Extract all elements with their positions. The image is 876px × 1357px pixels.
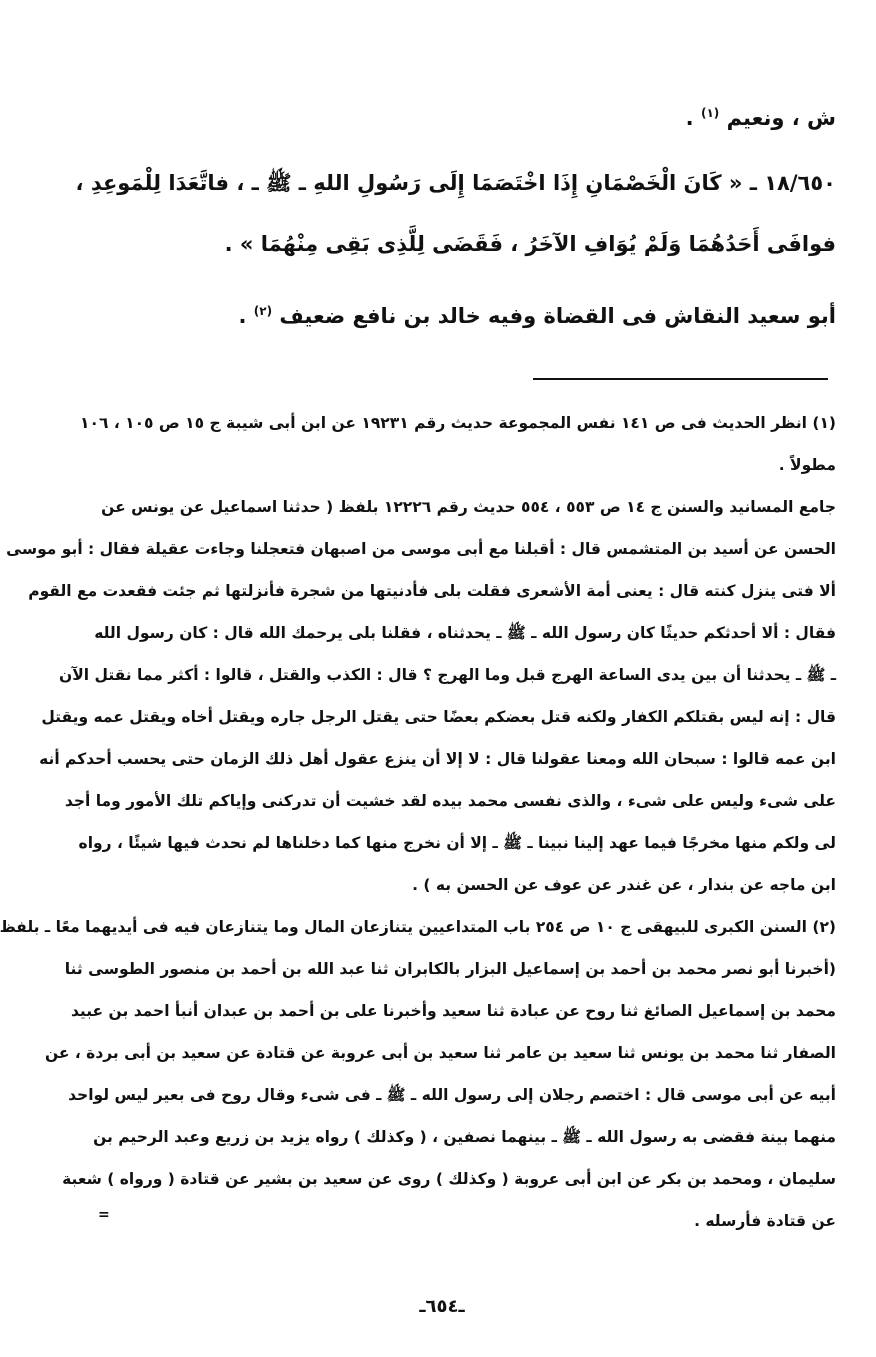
footnote-line: ابن عمه قالوا : سبحان الله ومعنا عقولنا قال : لا إلا أن ينزع عقول أهل ذلك الزمان حتى يحسب أحدكم أنه (39, 750, 836, 768)
footnote-line: لى ولكم منها مخرجًا فيما عهد إلينا نبينا ـ ﷺ ـ إلا أن نخرج منها كما دخلناها لم نحدث فيها شيئًا ، رواه (78, 834, 836, 852)
footnote-line: جامع المسانيد والسنن ج ١٤ ص ٥٥٣ ، ٥٥٤ حديث رقم ١٢٢٢٦ بلفظ ( حدثنا اسماعيل عن يونس عن (101, 498, 836, 516)
footnote-line: سليمان ، ومحمد بن بكر عن ابن أبى عروبة ( وكذلك ) روى عن سعيد بن بشير عن قتادة ( ورواه ) شعبة (62, 1170, 836, 1188)
footnote-line: الحسن عن أسيد بن المتشمس قال : أقبلنا مع أبى موسى من اصبهان فتعجلنا وجاءت عقيلة فقال : أبو موسى (6, 540, 836, 558)
footnote-line: فقال : ألا أحدثكم حديثًا كان رسول الله ـ ﷺ ـ يحدثناه ، فقلنا بلى يرحمك الله قال : كان رسول الله (94, 624, 836, 642)
footnote-ref-1[interactable]: (١) (700, 106, 720, 120)
continuation-mark: = (98, 1207, 110, 1223)
footnote-line: ـ ﷺ ـ يحدثنا أن بين يدى الساعة الهرج قبل وما الهرج ؟ قال : الكذب والقتل ، قالوا : أكثر مما نقتل الآن (59, 666, 836, 684)
footnote-line: محمد بن إسماعيل الصائغ ثنا روح عن عبادة ثنا سعيد وأخبرنا على بن أحمد بن عبدان أنبأ احمد بن عبيد (70, 1002, 836, 1020)
footnote-line: الصفار ثنا محمد بن يونس ثنا سعيد بن عامر ثنا سعيد بن أبى عروبة عن قتادة عن سعيد بن أبى بردة ، عن (44, 1044, 836, 1062)
footnote-line: منهما بينة فقضى به رسول الله ـ ﷺ ـ بينهما نصفين ، ( وكذلك ) رواه يزيد بن زريع وعبد الرحيم بن (93, 1128, 836, 1146)
footnote-line: ألا فتى ينزل كنته قال : يعنى أمة الأشعرى فقلت بلى فأدنيتها من شجرة فأنزلتها ثم جئت فقعدت مع القوم (28, 582, 836, 600)
main-text-1: ش ، ونعيم (719, 106, 836, 130)
footnote-ref-2[interactable]: (٢) (253, 304, 273, 318)
main-text-line-1 (56, 98, 836, 133)
footnote-line: (٢) السنن الكبرى للبيهقى ج ١٠ ص ٢٥٤ باب المتداعيين يتنازعان المال وما يتنازعان فيه فى أيديهما معًا ـ بلفظ (0, 918, 836, 936)
footnote-separator (533, 378, 828, 380)
hadith-line-2: فوافَى أَحَدُهُمَا وَلَمْ يُوَافِ الآخَرُ ، فَقَضَى لِلَّذِى بَقِى مِنْهُمَا » . (224, 232, 836, 256)
footnote-line: ابن ماجه عن بندار ، عن غندر عن عوف عن الحسن به ) . (412, 876, 836, 894)
page-number: ـ٦٥٤ـ (419, 1296, 465, 1317)
main-text-1-end: . (685, 106, 701, 130)
main-text-line-4 (56, 296, 836, 331)
footnote-line: مطولاً . (778, 456, 836, 474)
footnote-line: (١) انظر الحديث فى ص ١٤١ نفس المجموعة حديث رقم ١٩٢٣١ عن ابن أبى شيبة ج ١٥ ص ١٠٥ ، ١٠٦ (80, 414, 836, 432)
footnote-line: (أخبرنا أبو نصر محمد بن أحمد بن إسماعيل البزار بالكابران ثنا عبد الله بن أحمد بن منصور الطوسى ثنا (64, 960, 836, 978)
source-text: أبو سعيد النقاش فى القضاة وفيه خالد بن نافع ضعيف (272, 304, 836, 328)
footnote-line: على شىء وليس على شىء ، والذى نفسى محمد بيده لقد خشيت أن تدركنى وإياكم تلك الأمور وما أجد (64, 792, 836, 810)
footnote-line: أبيه عن أبى موسى قال : اختصم رجلان إلى رسول الله ـ ﷺ ـ فى شىء وقال روح فى بعير ليس لواحد (68, 1086, 836, 1104)
source-text-end: . (238, 304, 254, 328)
footnote-line: قال : إنه ليس بقتلكم الكفار ولكنه قتل بعضكم بعضًا حتى يقتل الرجل جاره ويقتل أخاه ويقتل عمه ويقتل (41, 708, 836, 726)
hadith-line-1: ١٨/٦٥٠ ـ « كَانَ الْخَصْمَانِ إِذَا اخْتَصَمَا إِلَى رَسُولِ اللهِ ـ ﷺ ـ ، فاتَّعَدَا لِلْمَوعِدِ ، (75, 171, 836, 195)
footnote-line: عن قتادة فأرسله . (694, 1212, 836, 1230)
